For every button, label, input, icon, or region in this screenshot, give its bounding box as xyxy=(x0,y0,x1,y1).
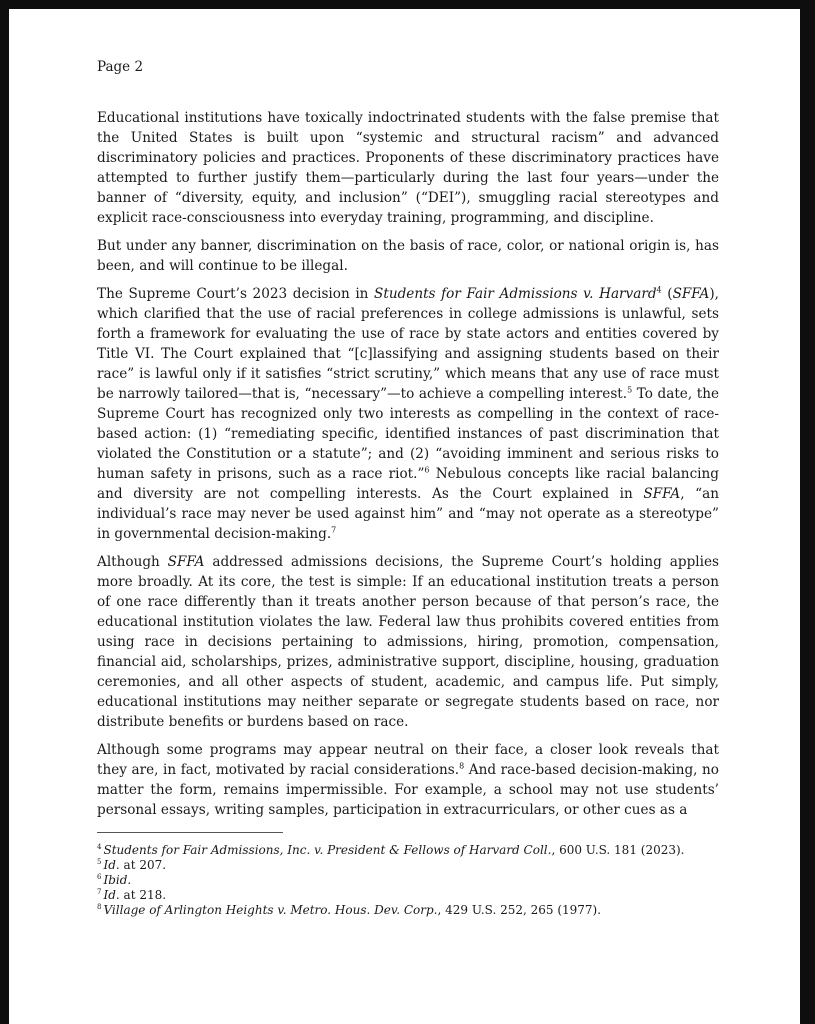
footnote-divider xyxy=(97,832,283,833)
text-run: addressed admissions decisions, the Supreme Court’s holding applies more broadly. At its core, the test is simple: If an educational institution treats a person of one race differently than it treats another person because of that person’s race, the educational institution violates the law. Federal law thus prohibits covered entities from using race in decisions pertaining to admissions, hiring, promotion, compensation, financial aid, scholarships, prizes, administrative support, discipline, housing, graduation ceremonies, and all other aspects of student, academic, and campus life. Put simply, educational institutions may neither separate or segregate students based on race, nor distribute benefits or burdens based on race. xyxy=(97,554,719,730)
italic-text: SFFA xyxy=(643,486,681,502)
text-run: ), which clarified that the use of racial preferences in college admissions is unlawful, sets forth a framework for evaluating the use of race by state actors and entities covered by Title VI. The Court explained that “[c]lassifying and assigning students based on their race” is lawful only if it satisfies “strict scrutiny,” which means that any use of race must be narrowly tailored—that is, “necessary”—to achieve a compelling interest. xyxy=(97,286,719,402)
text-run: To date, the Supreme Court has recognized only two interests as compelling in the context of race-based action: (1) “remediating specific, identified instances of past discrimination that violated the Constitution or a statute”; and (2) “avoiding imminent and serious risks to human safety in prisons, such as a race riot.” xyxy=(97,386,719,482)
text-run: at 218. xyxy=(119,888,167,902)
italic-text: SFFA xyxy=(672,286,710,302)
footnote-ref: 7 xyxy=(331,525,337,535)
text-run: , “an individual’s race may never be used against him” and “may not operate as a stereotype” in governmental decision-making. xyxy=(97,486,719,542)
page-number: Page 2 xyxy=(97,59,144,75)
italic-text: Students for Fair Admissions v. Harvard xyxy=(374,286,657,302)
italic-text: Id. xyxy=(103,888,120,902)
body-text xyxy=(97,108,719,820)
paragraph xyxy=(97,284,719,544)
text-run: Educational institutions have toxically indoctrinated students with the false premise that the United States is built upon “systemic and structural racism” and advanced discriminatory policies and practices. Proponents of these discriminatory practices have attempted to further justify them—particularly during the last four years—under the banner of “diversity, equity, and inclusion” (“DEI”), smuggling racial stereotypes and explicit race-consciousness into everyday training, programming, and discipline. xyxy=(97,110,719,226)
italic-text: Id. xyxy=(103,858,120,872)
footnote-ref: 8 xyxy=(459,761,465,771)
footnotes xyxy=(97,843,719,918)
text-run: ( xyxy=(661,286,673,302)
italic-text: Village of Arlington Heights v. Metro. Hous. Dev. Corp. xyxy=(103,903,438,917)
footnote-ref: 5 xyxy=(627,385,633,395)
footnote-ref: 7 xyxy=(97,888,102,896)
text-run: , 600 U.S. 181 (2023). xyxy=(551,843,685,857)
paragraph xyxy=(97,740,719,820)
footnote-ref: 4 xyxy=(656,285,662,295)
text-run: Although xyxy=(97,554,168,570)
italic-text: SFFA xyxy=(167,554,205,570)
italic-text: Ibid. xyxy=(103,873,132,887)
text-run: But under any banner, discrimination on the basis of race, color, or national origin is, has been, and will continue to be illegal. xyxy=(97,238,719,274)
paragraph xyxy=(97,108,719,228)
footnote xyxy=(97,858,719,873)
footnote xyxy=(97,903,719,918)
text-run: , 429 U.S. 252, 265 (1977). xyxy=(437,903,602,917)
footnote-ref: 8 xyxy=(97,903,102,911)
text-run: And race-based decision-making, no matter the form, remains impermissible. For example, a school may not use students’ personal essays, writing samples, participation in extracurriculars, or other cues as a xyxy=(97,762,719,818)
text-run: The Supreme Court’s 2023 decision in xyxy=(97,286,375,302)
footnote-ref: 5 xyxy=(97,858,102,866)
footnote xyxy=(97,888,719,903)
footnote-ref: 6 xyxy=(424,465,430,475)
document-page xyxy=(9,9,800,1024)
text-run: Nebulous concepts like racial balancing and diversity are not compelling interests. As the Court explained in xyxy=(97,466,719,502)
text-run: at 207. xyxy=(119,858,167,872)
paragraph xyxy=(97,236,719,276)
page-content xyxy=(97,59,719,918)
footnote-ref: 4 xyxy=(97,843,102,851)
italic-text: Students for Fair Admissions, Inc. v. President & Fellows of Harvard Coll. xyxy=(103,843,552,857)
footnote xyxy=(97,873,719,888)
footnote xyxy=(97,843,719,858)
text-run: Although some programs may appear neutral on their face, a closer look reveals that they are, in fact, motivated by racial considerations. xyxy=(97,742,719,778)
footnote-ref: 6 xyxy=(97,873,102,881)
paragraph xyxy=(97,552,719,732)
